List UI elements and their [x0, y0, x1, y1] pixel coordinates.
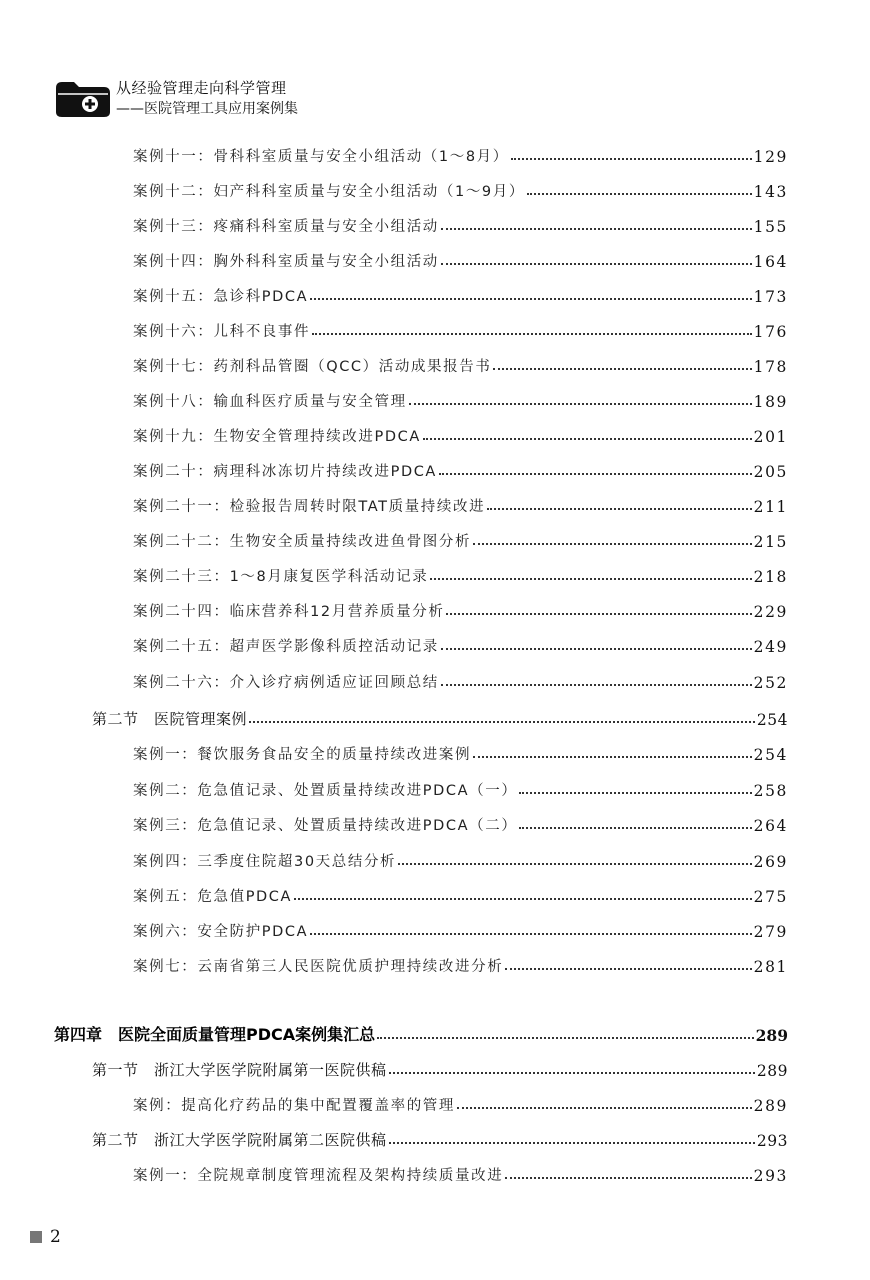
footer-marker-square [30, 1231, 42, 1243]
toc-entry-title: 案例十一：骨科科室质量与安全小组活动（1～8月） [133, 149, 509, 165]
book-header [54, 74, 454, 120]
dot-leader [446, 613, 751, 615]
toc-entry-page: 155 [753, 218, 788, 236]
toc-entry-page: 289 [756, 1062, 788, 1080]
toc-entry-title: 案例十六：儿科不良事件 [133, 324, 311, 340]
dot-leader [389, 1142, 755, 1144]
toc-entry-case [133, 738, 788, 764]
book-subtitle: ——医院管理工具应用案例集 [116, 101, 298, 117]
toc-entry-page: 252 [753, 674, 788, 692]
dot-leader [294, 898, 752, 900]
page-footer [30, 1226, 61, 1248]
toc-entry-title: 案例：提高化疗药品的集中配置覆盖率的管理 [133, 1098, 455, 1114]
toc-entry-title: 案例三：危急值记录、处置质量持续改进PDCA（二） [133, 818, 518, 834]
toc-entry-case [133, 880, 788, 906]
toc-entry-page: 229 [753, 603, 788, 621]
toc-entry-title: 案例十九：生物安全管理持续改进PDCA [133, 429, 421, 445]
toc-entry-page: 189 [753, 393, 788, 411]
dot-leader [441, 228, 752, 230]
dot-leader [487, 508, 751, 510]
toc-entry-page: 289 [753, 1097, 788, 1115]
dot-leader [441, 684, 752, 686]
medical-folder-icon [54, 78, 112, 118]
toc-entry-title: 案例二十：病理科冰冻切片持续改进PDCA [133, 464, 437, 480]
toc-entry-case [133, 630, 788, 656]
dot-leader [249, 721, 755, 723]
toc-entry-case [133, 525, 788, 551]
toc-entry-title: 案例二十六：介入诊疗病例适应证回顾总结 [133, 675, 439, 691]
toc-entry-page: 254 [753, 746, 788, 764]
toc-entry-title: 案例十八：输血科医疗质量与安全管理 [133, 394, 407, 410]
dot-leader [441, 648, 752, 650]
dot-leader [473, 543, 752, 545]
toc-entry-title: 案例二十三：1～8月康复医学科活动记录 [133, 569, 429, 585]
toc-entry-page: 289 [755, 1026, 788, 1045]
toc-entry-page: 258 [753, 782, 788, 800]
toc-entry-title: 案例十七：药剂科品管圈（QCC）活动成果报告书 [133, 359, 492, 375]
toc-entry-title: 第四章 医院全面质量管理PDCA案例集汇总 [54, 1025, 376, 1044]
dot-leader [519, 792, 751, 794]
dot-leader [389, 1072, 755, 1074]
toc-entry-section [92, 1124, 788, 1150]
toc-entry-title: 案例十二：妇产科科室质量与安全小组活动（1～9月） [133, 184, 525, 200]
dot-leader [377, 1037, 754, 1039]
toc-entry-case [133, 666, 788, 692]
toc-entry-case [133, 1089, 788, 1115]
toc-entry-page: 164 [753, 253, 788, 271]
toc-entry-page: 176 [753, 323, 788, 341]
toc-entry-page: 129 [753, 148, 788, 166]
toc-entry-page: 264 [753, 817, 788, 835]
dot-leader [398, 863, 751, 865]
toc-entry-title: 第二节 浙江大学医学院附属第二医院供稿 [92, 1131, 387, 1149]
dot-leader [441, 263, 752, 265]
toc-entry-page: 143 [753, 183, 788, 201]
toc-entry-title: 案例一：全院规章制度管理流程及架构持续质量改进 [133, 1168, 504, 1184]
toc-entry-title: 案例十三：疼痛科科室质量与安全小组活动 [133, 219, 439, 235]
dot-leader [439, 473, 752, 475]
dot-leader [310, 933, 751, 935]
toc-entry-page: 201 [753, 428, 788, 446]
dot-leader [511, 158, 752, 160]
toc-entry-page: 279 [753, 923, 788, 941]
toc-entry-chapter [54, 1019, 788, 1045]
toc-entry-case [133, 595, 788, 621]
dot-leader [457, 1107, 752, 1109]
dot-leader [519, 827, 751, 829]
toc-entry-title: 案例二：危急值记录、处置质量持续改进PDCA（一） [133, 783, 518, 799]
toc-entry-title: 案例二十四：临床营养科12月营养质量分析 [133, 604, 445, 620]
toc-entry-title: 案例五：危急值PDCA [133, 889, 293, 905]
dot-leader [430, 578, 751, 580]
toc-entry-case [133, 420, 788, 446]
toc-entry-page: 173 [753, 288, 788, 306]
book-title: 从经验管理走向科学管理 [116, 79, 287, 97]
toc-entry-page: 178 [753, 358, 788, 376]
toc-entry-section [92, 1054, 788, 1080]
toc-entry-title: 案例二十五：超声医学影像科质控活动记录 [133, 639, 439, 655]
toc-entry-case [133, 560, 788, 586]
dot-leader [505, 1177, 751, 1179]
toc-entry-page: 205 [753, 463, 788, 481]
toc-entry-page: 215 [753, 533, 788, 551]
toc-entry-page: 293 [756, 1132, 788, 1150]
dot-leader [409, 403, 752, 405]
toc-entry-case [133, 350, 788, 376]
dot-leader [505, 968, 751, 970]
toc-entry-case [133, 140, 788, 166]
dot-leader [312, 333, 752, 335]
dot-leader [423, 438, 752, 440]
toc-entry-case [133, 809, 788, 835]
toc-entry-page: 281 [753, 958, 788, 976]
toc-entry-title: 案例二十一：检验报告周转时限TAT质量持续改进 [133, 499, 486, 515]
toc-entry-title: 案例十四：胸外科科室质量与安全小组活动 [133, 254, 439, 270]
toc-entry-title: 案例七：云南省第三人民医院优质护理持续改进分析 [133, 959, 504, 975]
toc-entry-case [133, 950, 788, 976]
toc-entry-page: 269 [753, 853, 788, 871]
toc-entry-title: 案例二十二：生物安全质量持续改进鱼骨图分析 [133, 534, 472, 550]
toc-entry-title: 案例十五：急诊科PDCA [133, 289, 309, 305]
toc-entry-title: 第一节 浙江大学医学院附属第一医院供稿 [92, 1061, 387, 1079]
page-number: 2 [50, 1227, 61, 1247]
toc-entry-case [133, 280, 788, 306]
dot-leader [310, 298, 751, 300]
toc-entry-case [133, 245, 788, 271]
toc-entry-title: 案例一：餐饮服务食品安全的质量持续改进案例 [133, 747, 472, 763]
toc-entry-case [133, 915, 788, 941]
toc-entry-case [133, 315, 788, 341]
toc-entry-page: 211 [753, 498, 788, 516]
toc-entry-page: 218 [753, 568, 788, 586]
toc-entry-page: 254 [756, 711, 788, 729]
toc-entry-case [133, 385, 788, 411]
toc-entry-case [133, 845, 788, 871]
dot-leader [527, 193, 752, 195]
toc-entry-case [133, 774, 788, 800]
toc-entry-title: 案例四：三季度住院超30天总结分析 [133, 854, 397, 870]
toc-entry-case [133, 455, 788, 481]
toc-entry-page: 293 [753, 1167, 788, 1185]
toc-entry-page: 275 [753, 888, 788, 906]
toc-entry-section [92, 703, 788, 729]
dot-leader [493, 368, 751, 370]
toc-entry-title: 案例六：安全防护PDCA [133, 924, 309, 940]
toc-entry-case [133, 210, 788, 236]
dot-leader [473, 756, 752, 758]
toc-entry-case [133, 175, 788, 201]
toc-entry-case [133, 490, 788, 516]
toc-entry-case [133, 1159, 788, 1185]
toc-entry-page: 249 [753, 638, 788, 656]
toc-entry-title: 第二节 医院管理案例 [92, 710, 248, 728]
